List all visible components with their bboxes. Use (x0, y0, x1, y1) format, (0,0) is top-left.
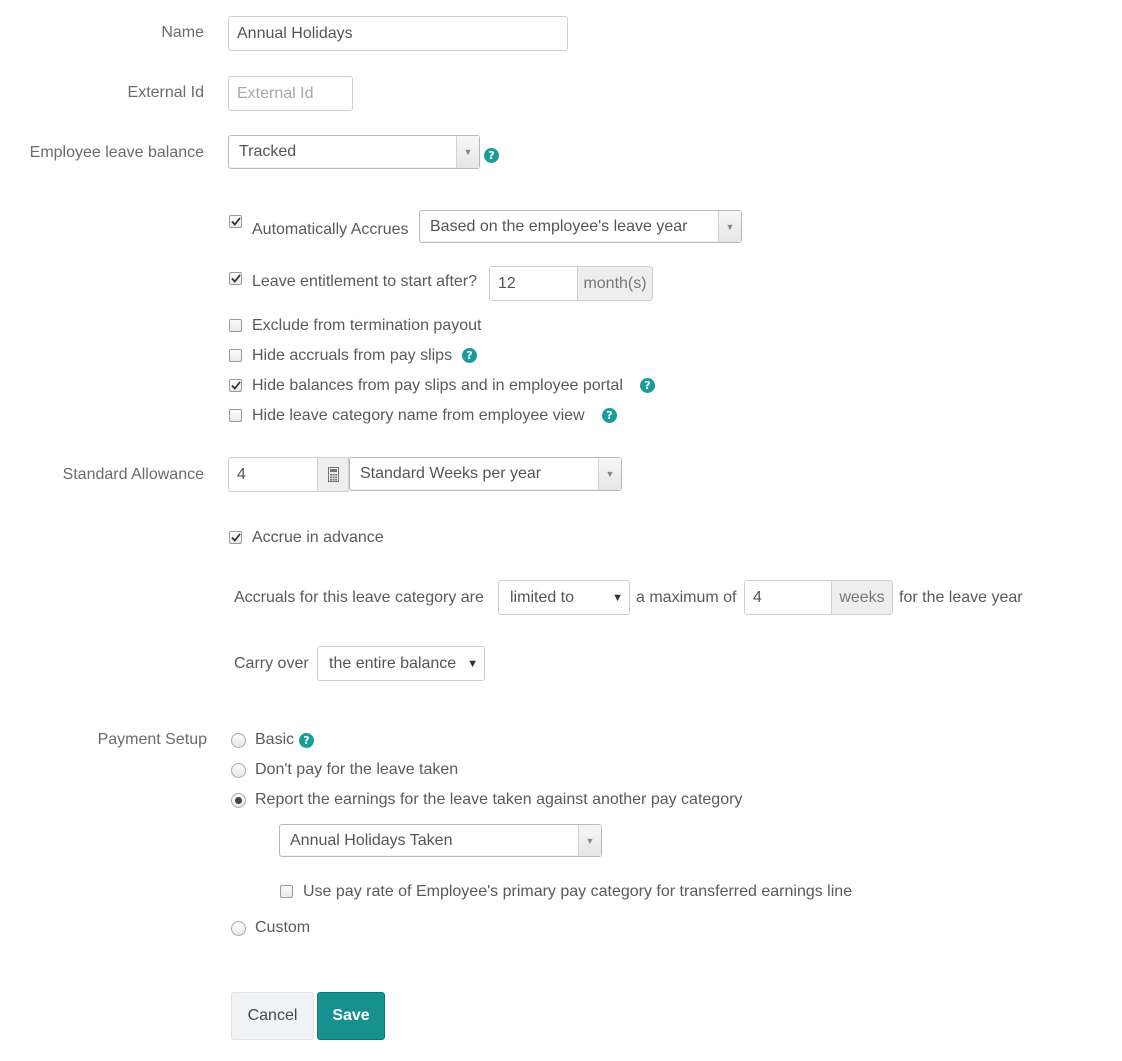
pay-category-select[interactable] (279, 824, 602, 857)
payment-setup-label: Payment Setup (97, 731, 207, 748)
chevron-down-icon: ▼ (578, 825, 601, 856)
accrue-advance-checkbox[interactable] (229, 531, 242, 544)
exclude-termination-checkbox[interactable] (229, 319, 242, 332)
auto-accrues-value: Based on the employee's leave year (430, 217, 688, 235)
use-pay-rate-checkbox[interactable] (280, 885, 293, 898)
checkmark-icon (231, 274, 241, 283)
entitlement-label: Leave entitlement to start after? (252, 273, 478, 290)
cancel-button[interactable]: Cancel (231, 992, 314, 1040)
name-input[interactable] (228, 16, 568, 51)
allowance-unit-select[interactable] (349, 457, 622, 491)
caret-down-icon: ▼ (612, 591, 623, 604)
help-icon[interactable]: ? (462, 348, 477, 363)
hide-accruals-checkbox[interactable] (229, 349, 242, 362)
pay-category-value: Annual Holidays Taken (290, 831, 453, 849)
carry-over-value: the entire balance (329, 654, 457, 672)
payment-custom-label: Custom (255, 919, 311, 936)
external-id-label: External Id (127, 84, 204, 101)
leave-balance-select[interactable] (228, 135, 480, 169)
name-label: Name (161, 24, 204, 41)
help-icon[interactable]: ? (484, 148, 499, 163)
entitlement-unit: month(s) (577, 266, 653, 301)
payment-dont-pay-label: Don't pay for the leave taken (255, 761, 459, 778)
entitlement-checkbox[interactable] (229, 272, 242, 285)
auto-accrues-select[interactable] (419, 210, 742, 243)
auto-accrues-checkbox[interactable] (229, 215, 242, 228)
entitlement-input[interactable] (489, 266, 578, 301)
accruals-prefix: Accruals for this leave category are (234, 589, 484, 606)
accruals-limit-select[interactable] (498, 580, 630, 615)
checkmark-icon (231, 381, 241, 390)
external-id-input[interactable] (228, 76, 353, 111)
accruals-limit-value: limited to (510, 588, 575, 606)
save-button[interactable]: Save (317, 992, 385, 1040)
checkmark-icon (231, 217, 241, 226)
checkmark-icon (231, 533, 241, 542)
payment-report-label: Report the earnings for the leave taken against another pay category (255, 791, 743, 808)
help-icon[interactable]: ? (602, 408, 617, 423)
payment-report-radio[interactable] (231, 793, 246, 808)
carry-over-select[interactable] (317, 646, 485, 681)
accruals-middle: a maximum of (636, 589, 737, 606)
chevron-down-icon: ▼ (718, 211, 741, 242)
payment-basic-radio[interactable] (231, 733, 246, 748)
standard-allowance-input[interactable] (228, 457, 318, 492)
hide-balances-checkbox[interactable] (229, 379, 242, 392)
hide-category-name-checkbox[interactable] (229, 409, 242, 422)
payment-basic-label: Basic (255, 731, 295, 748)
hide-category-name-label: Hide leave category name from employee view (252, 407, 585, 424)
leave-balance-label: Employee leave balance (29, 144, 204, 161)
accruals-unit: weeks (831, 580, 893, 615)
accrue-advance-label: Accrue in advance (252, 529, 384, 546)
help-icon[interactable]: ? (299, 733, 314, 748)
standard-allowance-label: Standard Allowance (62, 466, 204, 483)
allowance-unit-value: Standard Weeks per year (360, 465, 542, 482)
exclude-termination-label: Exclude from termination payout (252, 317, 482, 334)
use-pay-rate-label: Use pay rate of Employee's primary pay category for transferred earnings line (303, 883, 853, 900)
help-icon[interactable]: ? (640, 378, 655, 393)
caret-down-icon: ▼ (467, 657, 478, 670)
hide-accruals-label: Hide accruals from pay slips (252, 347, 453, 364)
payment-custom-radio[interactable] (231, 921, 246, 936)
chevron-down-icon: ▼ (456, 136, 479, 168)
carry-over-label: Carry over (234, 655, 309, 672)
calculator-icon[interactable] (317, 457, 349, 492)
accruals-suffix: for the leave year (899, 589, 1023, 606)
leave-balance-value: Tracked (239, 143, 297, 160)
auto-accrues-label: Automatically Accrues (252, 221, 409, 238)
payment-dont-pay-radio[interactable] (231, 763, 246, 778)
chevron-down-icon: ▼ (598, 458, 621, 490)
accruals-max-input[interactable] (744, 580, 832, 615)
hide-balances-label: Hide balances from pay slips and in employee portal (252, 377, 623, 394)
